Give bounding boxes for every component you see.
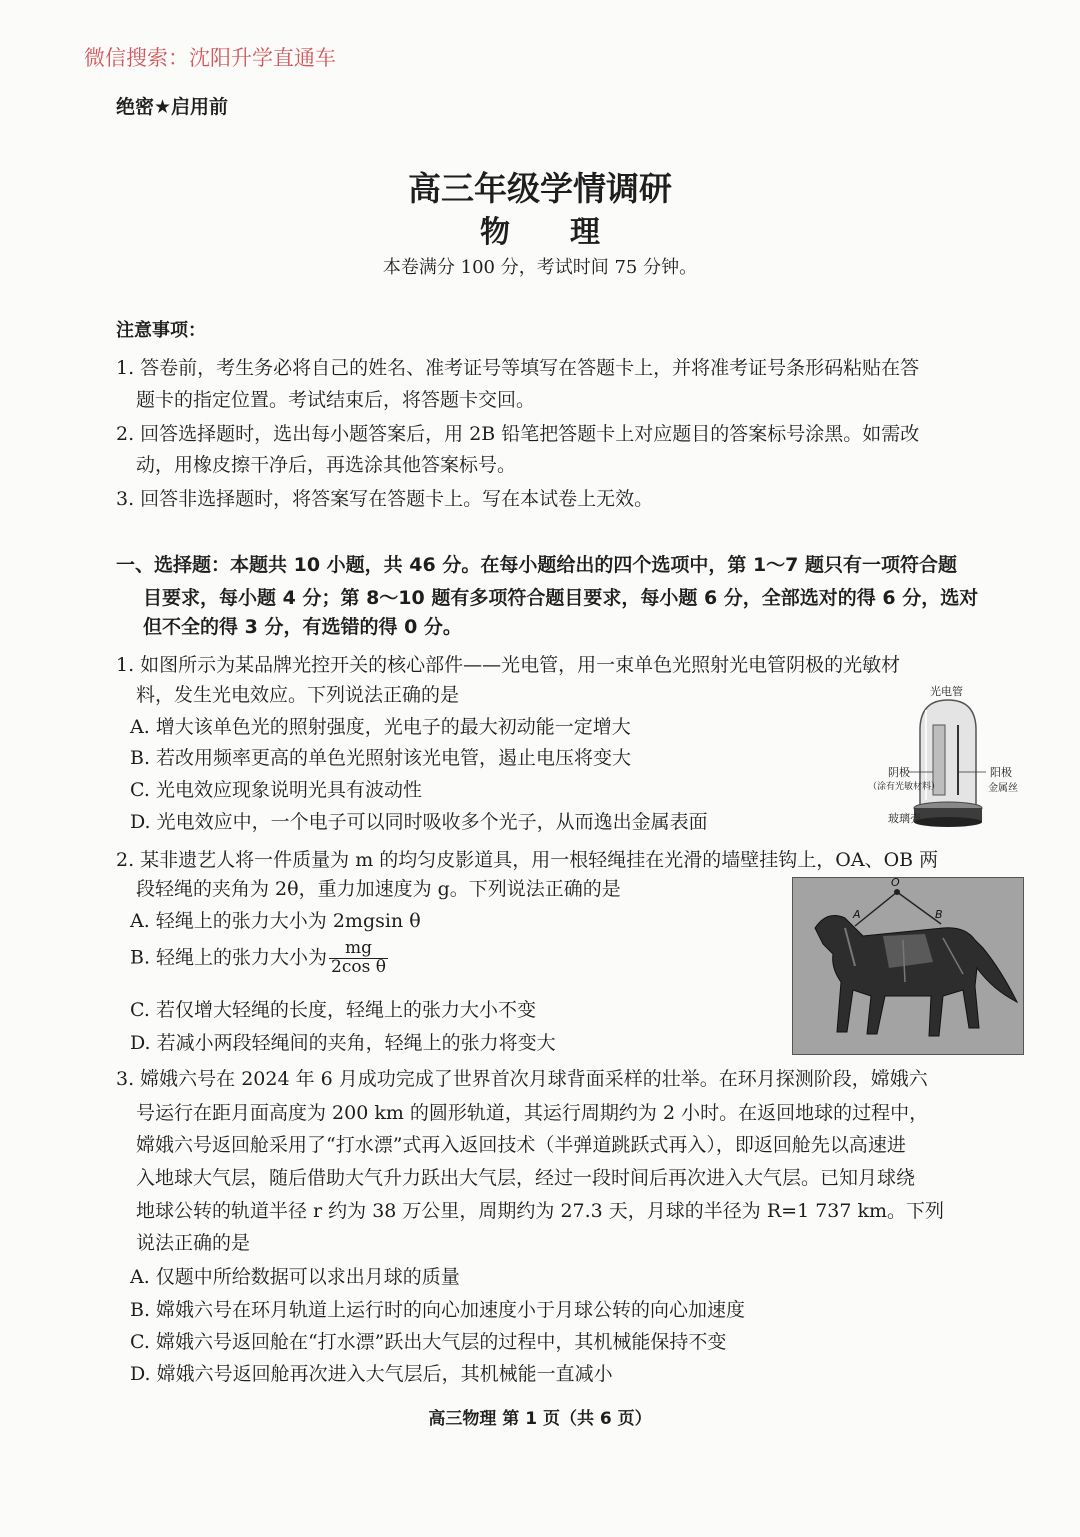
figure-label-cathode: 阴极 [888,766,910,779]
q1-option-d: D. 光电效应中，一个电子可以同时吸收多个光子，从而逸出金属表面 [130,811,708,833]
phototube-figure [868,680,1028,830]
q2-option-a: A. 轻绳上的张力大小为 2mgsin θ [130,910,421,932]
q1-stem-line: 1. 如图所示为某品牌光控开关的核心部件——光电管，用一束单色光照射光电管阴极的光敏材 [116,654,901,676]
page-title: 高三年级学情调研 [408,169,672,208]
q1-option-b: B. 若改用频率更高的单色光照射该光电管，遏止电压将变大 [130,747,632,769]
q3-option-c: C. 嫦娥六号返回舱在“打水漂”跃出大气层的过程中，其机械能保持不变 [130,1331,727,1353]
watermark-text: 微信搜索：沈阳升学直通车 [84,46,336,70]
q3-option-a: A. 仅题中所给数据可以求出月球的质量 [130,1266,460,1288]
q1-option-a: A. 增大该单色光的照射强度，光电子的最大初动能一定增大 [130,716,631,738]
notice-line: 动，用橡皮擦干净后，再选涂其他答案标号。 [136,454,517,476]
notice-line: 1. 答卷前，考生务必将自己的姓名、准考证号等填写在答题卡上，并将准考证号条形码粘贴在答 [116,357,920,379]
q1-stem-line: 料，发生光电效应。下列说法正确的是 [136,684,460,706]
figure-label-anode-note: 金属丝 [988,783,1018,794]
section-heading-line: 但不全的得 3 分，有选错的得 0 分。 [143,616,462,638]
fraction-denominator: 2cos θ [331,956,386,977]
section-heading-line: 目要求，每小题 4 分；第 8～10 题有多项符合题目要求，每小题 6 分，全部选对的得 6 分，选对 [143,587,979,609]
secret-mark: 绝密★启用前 [116,96,229,118]
figure-label-anode: 阳极 [990,766,1012,779]
subject-title: 物 理 [480,215,600,250]
figure-label-a: A [853,908,861,921]
figure-label-o: O [891,876,900,889]
q3-stem-line: 号运行在距月面高度为 200 km 的圆形轨道，其运行周期约为 2 小时。在返回地球的过程中， [136,1102,929,1124]
q1-option-c: C. 光电效应现象说明光具有波动性 [130,779,422,801]
q3-option-d: D. 嫦娥六号返回舱再次进入大气层后，其机械能一直减小 [130,1363,613,1385]
q2-option-d: D. 若减小两段轻绳间的夹角，轻绳上的张力将变大 [130,1032,556,1054]
notice-line: 2. 回答选择题时，选出每小题答案后，用 2B 铅笔把答题卡上对应题目的答案标号涂黑。如需改 [116,423,920,445]
fraction-numerator: mg [329,940,388,959]
shadow-puppet-figure [792,877,1024,1055]
page-footer: 高三物理 第 1 页（共 6 页） [428,1409,652,1429]
figure-label-cathode-note: （涂有光敏材料） [868,782,941,792]
q2-stem-line: 2. 某非遗艺人将一件质量为 m 的均匀皮影道具，用一根轻绳挂在光滑的墙壁挂钩上，OA、OB 两 [116,849,939,871]
q3-option-b: B. 嫦娥六号在环月轨道上运行时的向心加速度小于月球公转的向心加速度 [130,1299,746,1321]
q2-option-c: C. 若仅增大轻绳的长度，轻绳上的张力大小不变 [130,999,536,1021]
q3-stem-line: 嫦娥六号返回舱采用了“打水漂”式再入返回技术（半弹道跳跃式再入），即返回舱先以高速进 [136,1134,906,1156]
shadow-puppet-drawing [793,878,1023,1054]
figure-label-b: B [935,908,943,921]
q2-option-b [130,940,390,977]
notice-line: 题卡的指定位置。考试结束后，将答题卡交回。 [136,389,536,411]
q3-stem-line: 说法正确的是 [136,1232,251,1254]
q3-stem-line: 3. 嫦娥六号在 2024 年 6 月成功完成了世界首次月球背面采样的壮举。在环月探测阶段，嫦娥六 [116,1068,928,1090]
notice-line: 3. 回答非选择题时，将答案写在答题卡上。写在本试卷上无效。 [116,488,654,510]
section-heading-line: 一、选择题：本题共 10 小题，共 46 分。在每小题给出的四个选项中，第 1～7 题只有一项符合题 [116,554,958,576]
q3-stem-line: 地球公转的轨道半径 r 约为 38 万公里，周期约为 27.3 天，月球的半径为 R=1 737 km。下列 [136,1200,945,1222]
tension-fraction [329,940,388,977]
q2-option-b-prefix: B. 轻绳上的张力大小为 [130,946,328,969]
figure-label-glass: 玻璃壳 [888,812,921,825]
full-mark-note: 本卷满分 100 分，考试时间 75 分钟。 [382,257,698,278]
notice-heading: 注意事项： [116,320,206,341]
phototube-drawing [868,680,1028,830]
q2-stem-line: 段轻绳的夹角为 2θ，重力加速度为 g。下列说法正确的是 [136,878,621,900]
q3-stem-line: 入地球大气层，随后借助大气升力跃出大气层，经过一段时间后再次进入大气层。已知月球绕 [136,1167,916,1189]
figure-label-title: 光电管 [930,685,963,698]
